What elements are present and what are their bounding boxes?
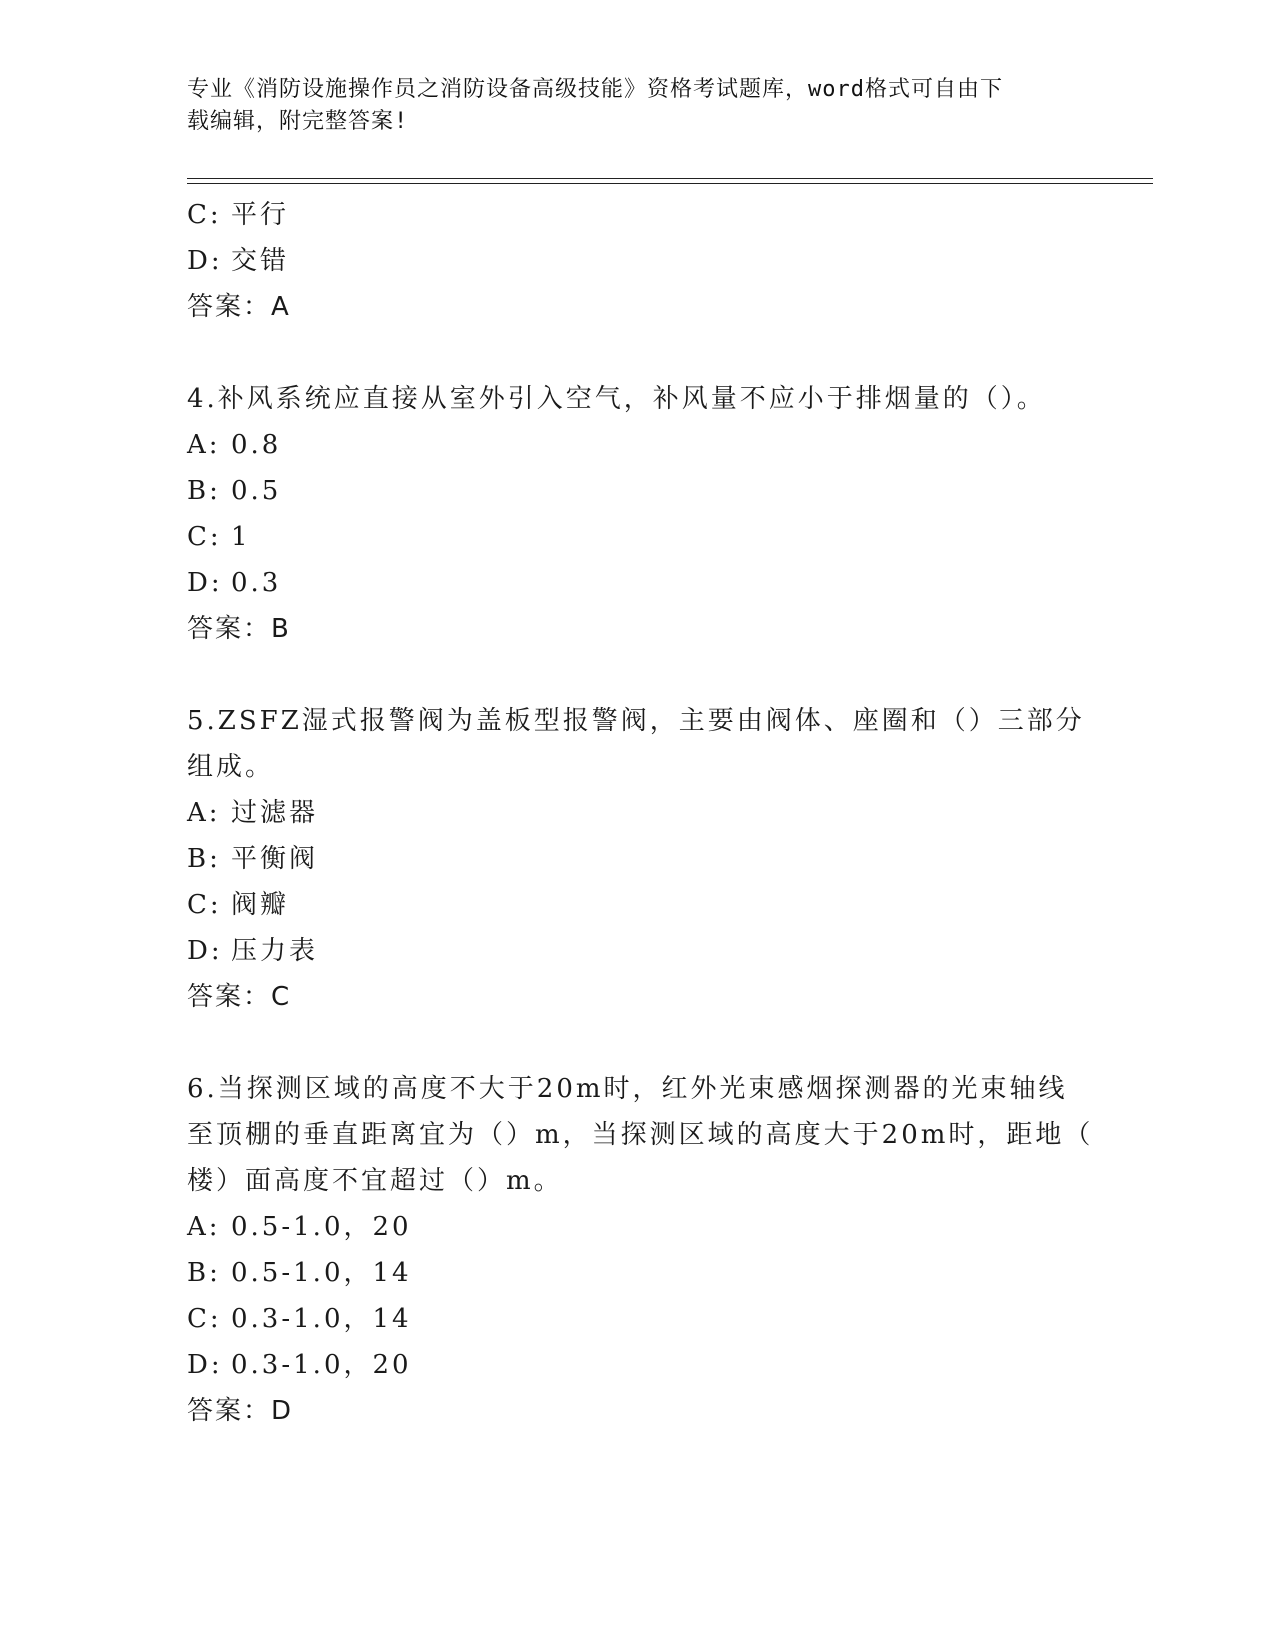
option-label: A:: [187, 1212, 221, 1242]
option-d: [187, 928, 1087, 974]
option-text: 交错: [231, 246, 290, 276]
option-label: B:: [187, 844, 221, 874]
option-label: C:: [187, 1304, 222, 1334]
option-text: 0.8: [231, 430, 282, 460]
option-text: 0.3-1.0，14: [231, 1304, 412, 1334]
option-b: [187, 836, 1087, 882]
option-label: A:: [187, 430, 221, 460]
option-text: 1: [231, 522, 251, 552]
option-text: 平行: [231, 200, 290, 230]
option-text: 0.3: [231, 568, 282, 598]
option-d: [187, 1342, 1087, 1388]
option-label: B:: [187, 476, 221, 506]
option-a: [187, 790, 1087, 836]
option-d: [187, 238, 1087, 284]
option-c: [187, 514, 1087, 560]
question-stem: 5.ZSFZ湿式报警阀为盖板型报警阀，主要由阀体、座圈和（）三部分: [187, 706, 1085, 736]
header-line-1: 专业《消防设施操作员之消防设备高级技能》资格考试题库，word格式可自由下: [187, 77, 1003, 102]
question-4: [187, 376, 1087, 652]
question-stem: 4.补风系统应直接从室外引入空气，补风量不应小于排烟量的（）。: [187, 384, 1046, 414]
option-text: 平衡阀: [231, 844, 319, 874]
option-label: C:: [187, 890, 222, 920]
option-label: C:: [187, 200, 222, 230]
spacer: [187, 652, 1087, 698]
answer-line: 答案：B: [187, 614, 291, 644]
document-header: [187, 74, 1067, 138]
spacer: [187, 330, 1087, 376]
option-c: [187, 192, 1087, 238]
option-b: [187, 468, 1087, 514]
answer-line: 答案：D: [187, 1396, 294, 1426]
question-stem: 6.当探测区域的高度不大于20m时，红外光束感烟探测器的光束轴线: [187, 1074, 1068, 1104]
option-label: D:: [187, 568, 223, 598]
option-label: C:: [187, 522, 222, 552]
answer-line: 答案：A: [187, 292, 291, 322]
option-a: [187, 1204, 1087, 1250]
option-a: [187, 422, 1087, 468]
option-text: 阀瓣: [231, 890, 290, 920]
option-label: B:: [187, 1258, 221, 1288]
option-text: 过滤器: [231, 798, 319, 828]
header-divider-top: [187, 178, 1153, 179]
option-text: 0.5-1.0，20: [231, 1212, 412, 1242]
option-text: 0.5-1.0，14: [231, 1258, 412, 1288]
option-text: 0.5: [231, 476, 282, 506]
spacer: [187, 1020, 1087, 1066]
question-5: [187, 698, 1087, 1020]
header-divider-bottom: [187, 183, 1153, 184]
option-label: D:: [187, 246, 223, 276]
question-stem-continued: 至顶棚的垂直距离宜为（）m，当探测区域的高度大于20m时，距地（: [187, 1120, 1094, 1150]
answer-line: 答案：C: [187, 982, 292, 1012]
option-label: A:: [187, 798, 221, 828]
option-c: [187, 1296, 1087, 1342]
option-b: [187, 1250, 1087, 1296]
option-label: D:: [187, 1350, 223, 1380]
question-list: [187, 192, 1094, 1434]
option-d: [187, 560, 1087, 606]
question-3: [187, 192, 1087, 330]
option-label: D:: [187, 936, 223, 966]
question-stem-continued: 组成。: [187, 752, 275, 782]
option-text: 压力表: [231, 936, 319, 966]
option-text: 0.3-1.0，20: [231, 1350, 412, 1380]
question-6: [187, 1066, 1094, 1434]
header-line-2: 载编辑，附完整答案!: [187, 109, 409, 134]
option-c: [187, 882, 1087, 928]
question-stem-continued: 楼）面高度不宜超过（）m。: [187, 1166, 563, 1196]
